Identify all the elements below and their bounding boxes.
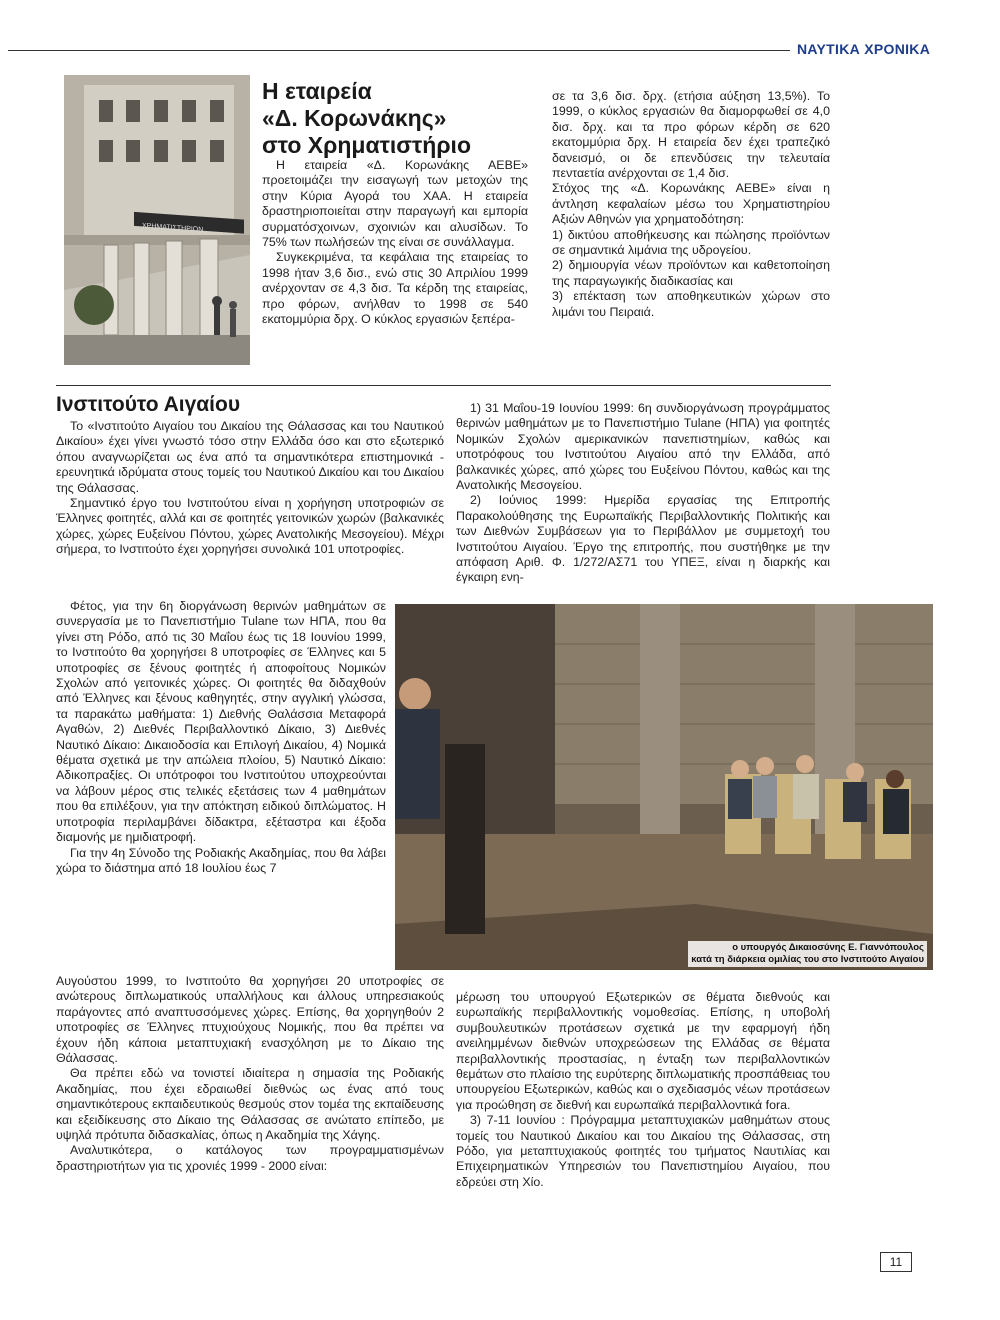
article1-title	[262, 78, 542, 159]
article2-para: Φέτος, για την 6η διοργάνωση θερινών μαθημάτων σε συνεργασία με το Πανεπιστήμιο Tulane των ΗΠΑ, που θα γίνει στη Ρόδο, από τις 30 Μαΐου έως τις 18 Ιουνίου 1999, το Ινστιτούτο θα χορηγήσει 8 υποτροφίες σε Έλληνες και 5 υποτροφίες σε ξένους φοιτητές ή αποφοίτους Νομικών Σχολών από γειτονικές χώρες. Οι φοιτητές θα διδαχθούν από Έλληνες και ξένους καθηγητές, στην αγγλική γλώσσα, τα παρακάτω μαθήματα: 1) Διεθνής Θαλάσσια Μεταφορά Αγαθών, 2) Διεθνές Περιβαλλοντικό Δίκαιο, 3) Διεθνές Ναυτικό Δίκαιο: Δικαιοδοσία και Επιλογή Δικαίου, 4) Νομικά θέματα σχετικά με την απώλεια πλοίου, 5) Ναυτικό Δίκαιο: Αδικοπραξίες. Οι υπότροφοι του Ινστιτούτου υποχρεούνται να λάβουν μέρος στις τελικές εξετάσεις των 4 μαθημάτων που θα επιλέξουν, για την απόκτηση ειδικού διπλώματος. Η υποτροφία περιλαμβάνει δίδακτρα, εξέταστρα και έξοδα διαμονής με ημιδιατροφή.	[56, 599, 386, 845]
article2-left-bottom	[56, 974, 444, 1174]
article1-column1	[262, 158, 528, 327]
building-sign-text: ΧΡΗΜΑΤΙΣΤΗΡΙΟΝ	[142, 222, 204, 234]
article2-para: Αναλυτικότερα, ο κατάλογος των προγραμματισμένων δραστηριοτήτων για τις χρονιές 1999 - 2000 είναι:	[56, 1143, 444, 1173]
article2-para: μέρωση του υπουργού Εξωτερικών σε θέματα διεθνούς και ευρωπαϊκής περιβαλλοντικής νομοθεσίας. Επίσης, η υποβολή συμβουλευτικών προτάσεων σχετικά με την εφαρμογή ήδη ανειλημμένων διεθνών υποχρεώσεων της Ελλάδας σε θέματα περιβαλλοντικής προστασίας, η ένταξη των περιβαλλοντικών θεμάτων στο πλαίσιο της ευρύτερης διπλωματικής προσπάθειας του υπουργείου Εξωτερικών, καθώς και ο σχεδιασμός νέων προτάσεων για προώθηση σε διεθνή και ευρωπαϊκά περιβαλλοντικά fora.	[456, 990, 830, 1112]
article1-col1-para: Η εταιρεία «Δ. Κορωνάκης ΑΕΒΕ» προετοιμάζει την εισαγωγή των μετοχών της στην Κύρια Αγορά του ΧΑΑ. Η εταιρεία δραστηριοποιείται στην παραγωγή και εμπορία συρματόσχοινων, σχοινιών και αλυσίδων. Το 75% των πωλήσεών της είναι σε συνάλλαγμα.	[262, 158, 528, 250]
article2-left-narrow	[56, 599, 386, 876]
article1-col2-para: Στόχος της «Δ. Κορωνάκης ΑΕΒΕ» είναι η άντληση κεφαλαίων μέσω του Χρηματιστηρίου Αξιών Αθηνών για χρηματοδότηση:	[552, 181, 830, 227]
header-rule	[8, 50, 790, 51]
article2-right-top	[456, 401, 830, 586]
article1-col2-para: 3) επέκταση των αποθηκευτικών χώρων στο λιμάνι του Πειραιά.	[552, 289, 830, 319]
article2-para: Το «Ινστιτούτο Αιγαίου του Δικαίου της Θάλασσας και του Ναυτικού Δικαίου» έχει γίνει γνωστό τόσο στην Ελλάδα όσο και στο εξωτερικό όπου αναγνωρίζεται ως ένα από τα σημαντικότερα επιστημονικά - ερευνητικά ιδρύματα στους τομείς του Ναυτικού Δικαίου και του Δικαίου της Θάλασσας.	[56, 419, 444, 495]
article1-col1-para: Συγκεκριμένα, τα κεφάλαια της εταιρείας το 1998 ήταν 3,6 δισ., ενώ στις 30 Απριλίου 1999 ανέρχονταν σε 4,3 δισ. Τα κέρδη της εταιρείας, προ φόρων, ανήλθαν το 1998 σε 540 εκατομμύρια δρχ. Ο κύκλος εργασιών ξεπέρα-	[262, 250, 528, 327]
photo-caption-line2: κατά τη διάρκεια ομιλίας του στο Ινστιτούτο Αιγαίου	[691, 954, 924, 965]
article1-col2-para: 2) δημιουργία νέων προϊόντων και καθετοποίηση της παραγωγικής διαδικασίας και	[552, 258, 830, 288]
article2-para: Αυγούστου 1999, το Ινστιτούτο θα χορηγήσει 20 υποτροφίες σε ανώτερους διπλωματικούς υπαλλήλους και άλλους υπηρεσιακούς παράγοντες από αναπτυσσόμενες χώρες. Επίσης, θα χορηγηθούν 2 υποτροφίες σε Έλληνες πτυχιούχους Νομικής, που θα πρέπει να έχουν ήδη κάποια μεταπτυχιακή ενασχόληση με το Δίκαιο της Θάλασσας.	[56, 974, 444, 1066]
article1-col2-para: 1) δικτύου αποθήκευσης και πώλησης προϊόντων σε σημαντικά λιμάνια της υδρογείου.	[552, 227, 830, 258]
article2-para: Για την 4η Σύνοδο της Ροδιακής Ακαδημίας, που θα λάβει χώρα το διάστημα από 18 Ιουλίου έως 7	[56, 845, 386, 875]
speech-scene-illustration	[395, 604, 933, 970]
article2-right-bottom	[456, 990, 830, 1190]
article1-title-line2: «Δ. Κορωνάκης»	[262, 105, 447, 131]
article1-column2	[552, 89, 830, 320]
article2-para: 2) Ιούνιος 1999: Ημερίδα εργασίας της Επιτροπής Παρακολούθησης της Ευρωπαϊκής Περιβαλλοντικής Πολιτικής και των Διεθνών Συμβάσεων για το Περιβάλλον με συμμετοχή του Ινστιτούτου Αιγαίου. Έργο της επιτροπής, που συστήθηκε με την απόφαση Αριθ. Φ. 1/272/ΑΣ71 του ΥΠΕΞ, είναι η διαρκής και έγκαιρη ενη-	[456, 493, 830, 585]
article1-title-line3: στο Χρηματιστήριο	[262, 132, 471, 158]
magazine-title: ΝΑΥΤΙΚΑ ΧΡΟΝΙΚΑ	[797, 41, 931, 57]
photo-caption	[688, 941, 927, 967]
page-number: 11	[880, 1252, 912, 1272]
photo-caption-line1: ο υπουργός Δικαιοσύνης Ε. Γιαννόπουλος	[732, 942, 924, 953]
minister-speech-photo	[395, 604, 933, 970]
article1-title-line1: Η εταιρεία	[262, 78, 372, 104]
article2-left-top	[56, 419, 444, 558]
article2-para: 3) 7-11 Ιουνίου : Πρόγραμμα μεταπτυχιακών μαθημάτων στους τομείς του Ναυτικού Δικαίου και του Δικαίου της Θάλασσας, στη Ρόδο, για μεταπτυχιακούς φοιτητές του τμήματος Ναυτιλίας και Επιχειρηματικών Υπηρεσιών του Πανεπιστημίου Αιγαίου, που εδρεύει στη Χίο.	[456, 1113, 830, 1189]
article2-para: 1) 31 Μαΐου-19 Ιουνίου 1999: 6η συνδιοργάνωση προγράμματος θερινών μαθημάτων με το Πανεπιστήμιο Tulane (ΗΠΑ) για φοιτητές Νομικών Σχολών αμερικανικών πανεπιστημίων, καθώς και υποτρόφους του Ινστιτούτου Αιγαίου από την Ελλάδα, από βαλκανικές χώρες, από χώρες του Ευξείνου Πόντου, καθώς και της Ανατολικής Μεσογείου.	[456, 401, 830, 493]
stock-exchange-photo	[64, 75, 250, 365]
article2-title: Ινστιτούτο Αιγαίου	[56, 393, 241, 416]
section-divider	[56, 385, 831, 386]
building-illustration	[64, 75, 250, 365]
article1-col2-para: σε τα 3,6 δισ. δρχ. (ετήσια αύξηση 13,5%). Το 1999, ο κύκλος εργασιών θα διαμορφωθεί σε 4,0 δισ. δρχ. και τα προ φόρων κέρδη σε 620 εκατομμύρια δρχ. Η εταιρεία δεν έχει τραπεζικό δανεισμό, οι δε επενδύσεις την τελευταία πενταετία ανέρχονται σε 1,4 δισ.	[552, 89, 830, 181]
article2-para: Θα πρέπει εδώ να τονιστεί ιδιαίτερα η σημασία της Ροδιακής Ακαδημίας, που έχει εδραιωθεί διεθνώς ως ένας από τους σημαντικότερους εκπαιδευτικούς θεσμούς στον τομέα της εκπαίδευσης και εξειδίκευσης στο Δίκαιο της Θάλασσας σε ανώτατο επίπεδο, με υψηλά πρότυπα διδασκαλίας, όπως η Ακαδημία της Χάγης.	[56, 1066, 444, 1143]
article2-para: Σημαντικό έργο του Ινστιτούτου είναι η χορήγηση υποτροφιών σε Έλληνες φοιτητές, αλλά και σε φοιτητές γειτονικών χωρών (βαλκανικές χώρες, χώρες Ευξείνου Πόντου, χώρες Ανατολικής Μεσογείου). Μέχρι σήμερα, το Ινστιτούτο έχει χορηγήσει συνολικά 101 υποτροφίες.	[56, 496, 444, 557]
